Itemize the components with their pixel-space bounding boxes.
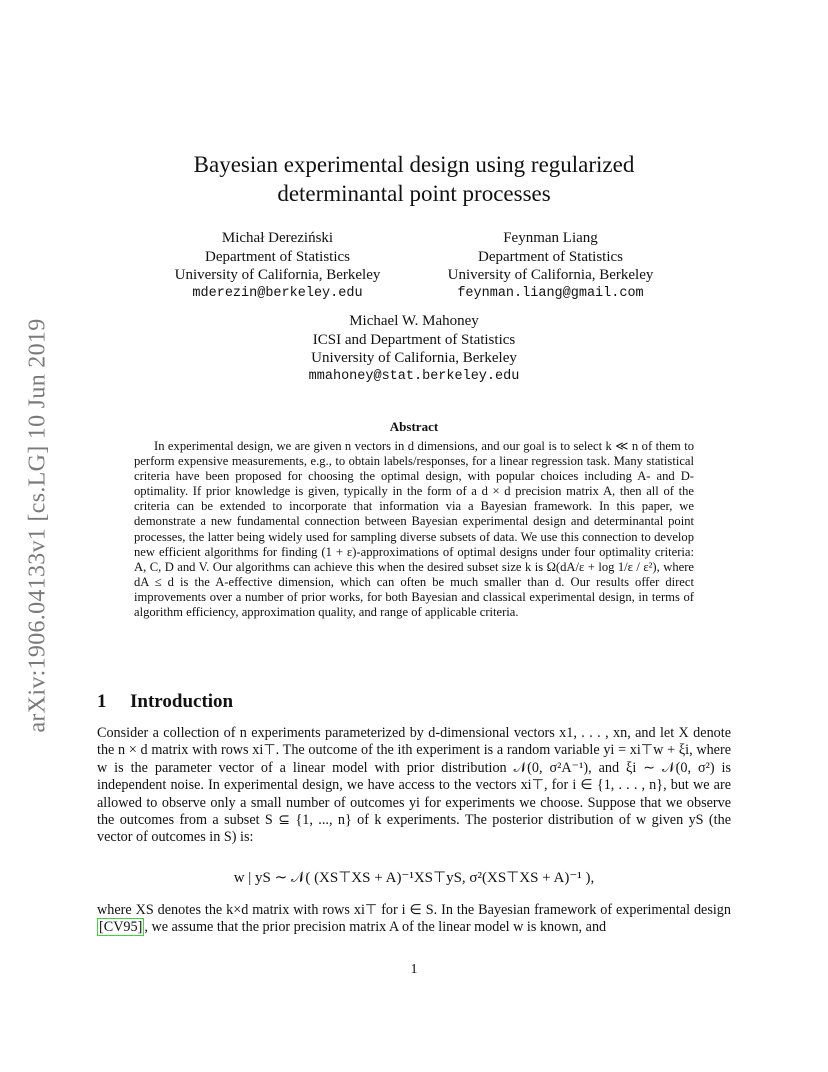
author-dept: Department of Statistics: [205, 248, 350, 265]
author-email[interactable]: feynman.liang@gmail.com: [457, 285, 644, 301]
arxiv-stamp: [18, 290, 58, 760]
title-line-2: determinantal point processes: [277, 181, 551, 206]
intro-paragraph: Consider a collection of n experiments parameterized by d-dimensional vectors x1, . . . , xn, and let X denote the n × d matrix with rows xi⊤. The outcome of the ith experiment is a random variable yi = xi⊤w + ξi, where w is the parameter vector of a linear model with prior distribution 𝒩(0, σ²A⁻¹), and ξi ∼ 𝒩(0, σ²) is independent noise. In experimental design, we have access to the vectors xi⊤, for i ∈ {1, . . . , n}, but we are allowed to observe only a small number of outcomes yi for experiments we choose. Suppose that we observe the outcomes from a subset S ⊆ {1, ..., n} of k experiments. The posterior distribution of w given yS (the vector of outcomes in S) is:: [97, 725, 731, 846]
posterior-equation: w | yS ∼ 𝒩( (XS⊤XS + A)⁻¹XS⊤yS, σ²(XS⊤XS + A)⁻¹ ),: [233, 870, 595, 886]
author-email[interactable]: mderezin@berkeley.edu: [192, 285, 363, 301]
intro-text-after-cite: , we assume that the prior precision matrix A of the linear model w is known, and: [144, 919, 607, 936]
author-name: Michał Dereziński: [221, 230, 334, 246]
author-dept: ICSI and Department of Statistics: [312, 331, 516, 348]
author-univ: University of California, Berkeley: [311, 350, 517, 366]
intro-text-before-cite: where XS denotes the k×d matrix with rows xi⊤ for i ∈ S. In the Bayesian framework of experimental design: [97, 902, 731, 918]
author-dept: Department of Statistics: [478, 248, 623, 265]
intro-paragraph-continued: [97, 902, 731, 937]
author-name: Feynman Liang: [503, 230, 598, 246]
page-number: 1: [410, 962, 418, 977]
author-block-3: [264, 312, 564, 386]
author-block-2: [428, 229, 673, 303]
citation-link[interactable]: [CV95]: [99, 919, 143, 936]
abstract-heading: Abstract: [389, 419, 439, 434]
section-heading: [97, 691, 233, 713]
author-univ: University of California, Berkeley: [447, 267, 654, 283]
author-name: Michael W. Mahoney: [349, 313, 479, 329]
section-title: Introduction: [130, 691, 234, 712]
abstract-body: In experimental design, we are given n vectors in d dimensions, and our goal is to select k ≪ n of them to perform expensive measurements, e.g., to obtain labels/responses, for a linear regression task. Many statistical criteria have been proposed for choosing the optimal design, with popular choices including A- and D-optimality. If prior knowledge is given, typically in the form of a d × d precision matrix A, then all of the criteria can be extended to incorporate that information via a Bayesian framework. In this paper, we demonstrate a new fundamental connection between Bayesian experimental design and determinantal point processes, the latter being widely used for sampling diverse subsets of data. We use this connection to develop new efficient algorithms for finding (1 + ε)-approximations of optimal designs under four optimality criteria: A, C, D and V. Our algorithms can achieve this when the desired subset size k is Ω(dA/ε + log 1/ε / ε²), where dA ≤ d is the A-effective dimension, which can often be much smaller than d. Our results offer direct improvements over a number of prior works, for both Bayesian and classical experimental design, in terms of algorithm efficiency, approximation quality, and range of applicable criteria.: [134, 439, 694, 620]
author-univ: University of California, Berkeley: [174, 267, 381, 283]
arxiv-id-text: arXiv:1906.04133v1 [cs.LG] 10 Jun 2019: [24, 317, 51, 733]
author-email[interactable]: mmahoney@stat.berkeley.edu: [308, 368, 520, 384]
title-line-1: Bayesian experimental design using regularized: [193, 152, 635, 177]
section-number: 1: [97, 691, 107, 712]
author-block-1: [155, 229, 400, 303]
paper-title: [0, 150, 828, 208]
